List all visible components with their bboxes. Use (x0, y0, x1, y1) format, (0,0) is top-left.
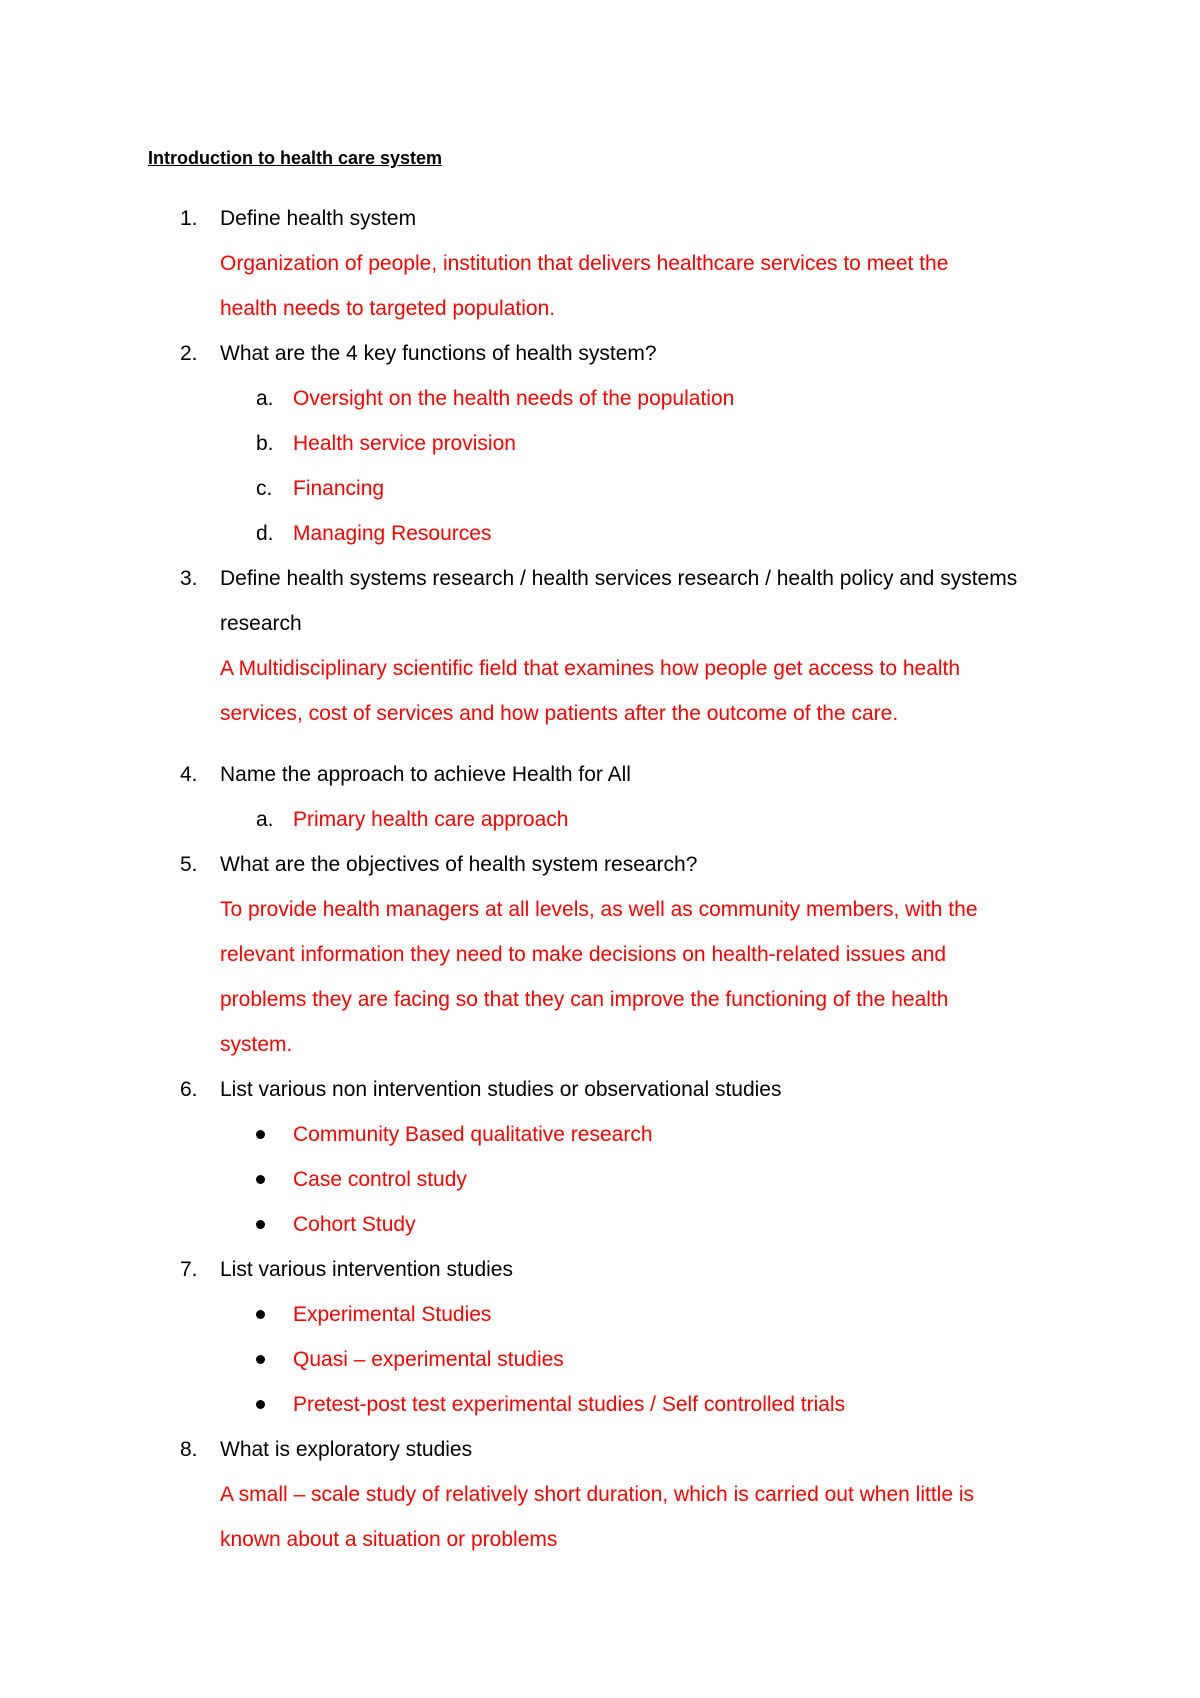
item-2-question: What are the 4 key functions of health system? (220, 342, 657, 365)
bullet-icon (256, 1400, 265, 1409)
bullet-icon (256, 1175, 265, 1184)
item-3-question-line: research (220, 612, 302, 635)
page-title: Introduction to health care system (148, 148, 443, 168)
bullet-icon (256, 1355, 265, 1364)
item-3-number: 3. (180, 567, 198, 590)
item-7-question: List various intervention studies (220, 1258, 513, 1281)
item-2-sub-marker: c. (256, 477, 273, 500)
item-7-bullet-answer: Quasi – experimental studies (293, 1348, 564, 1371)
item-6-question: List various non intervention studies or observational studies (220, 1078, 782, 1101)
item-5-answer-line: relevant information they need to make decisions on health-related issues and (220, 943, 947, 966)
item-5-answer-line: problems they are facing so that they can improve the functioning of the health (220, 988, 949, 1011)
item-4-question: Name the approach to achieve Health for All (220, 763, 631, 786)
item-4-sub-marker: a. (256, 808, 274, 831)
item-6-bullet-answer: Case control study (293, 1168, 467, 1191)
item-1-question: Define health system (220, 207, 417, 230)
item-5-answer-line: To provide health managers at all levels, as well as community members, with the (220, 898, 978, 921)
bullet-icon (256, 1310, 265, 1319)
item-3-question-line: Define health systems research / health services research / health policy and systems (220, 567, 1018, 590)
item-5-number: 5. (180, 853, 198, 876)
item-1-answer-line: Organization of people, institution that delivers healthcare services to meet the (220, 252, 949, 275)
item-6-number: 6. (180, 1078, 198, 1101)
item-2-sub-answer: Health service provision (293, 432, 516, 455)
item-7-bullet-answer: Pretest-post test experimental studies / Self controlled trials (293, 1393, 846, 1416)
item-8-answer-line: A small – scale study of relatively short duration, which is carried out when little is (220, 1483, 975, 1506)
item-6-bullet-answer: Cohort Study (293, 1213, 416, 1236)
item-1-answer-line: health needs to targeted population. (220, 297, 556, 320)
item-7-number: 7. (180, 1258, 198, 1281)
item-7-bullet-answer: Experimental Studies (293, 1303, 492, 1326)
bullet-icon (256, 1220, 265, 1229)
item-2-sub-answer: Financing (293, 477, 385, 500)
item-8-question: What is exploratory studies (220, 1438, 473, 1461)
item-2-sub-marker: a. (256, 387, 274, 410)
item-8-answer-line: known about a situation or problems (220, 1528, 558, 1551)
item-2-sub-answer: Managing Resources (293, 522, 492, 545)
item-2-sub-answer: Oversight on the health needs of the population (293, 387, 735, 410)
item-6-bullet-answer: Community Based qualitative research (293, 1123, 653, 1146)
item-2-sub-marker: b. (256, 432, 274, 455)
item-5-question: What are the objectives of health system research? (220, 853, 698, 876)
item-1-number: 1. (180, 207, 198, 230)
item-8-number: 8. (180, 1438, 198, 1461)
item-2-sub-marker: d. (256, 522, 274, 545)
item-2-number: 2. (180, 342, 198, 365)
item-3-answer-line: services, cost of services and how patients after the outcome of the care. (220, 702, 899, 725)
item-3-answer-line: A Multidisciplinary scientific field that examines how people get access to health (220, 657, 961, 680)
item-5-answer-line: system. (220, 1033, 293, 1056)
item-4-sub-answer: Primary health care approach (293, 808, 569, 831)
bullet-icon (256, 1130, 265, 1139)
item-4-number: 4. (180, 763, 198, 786)
